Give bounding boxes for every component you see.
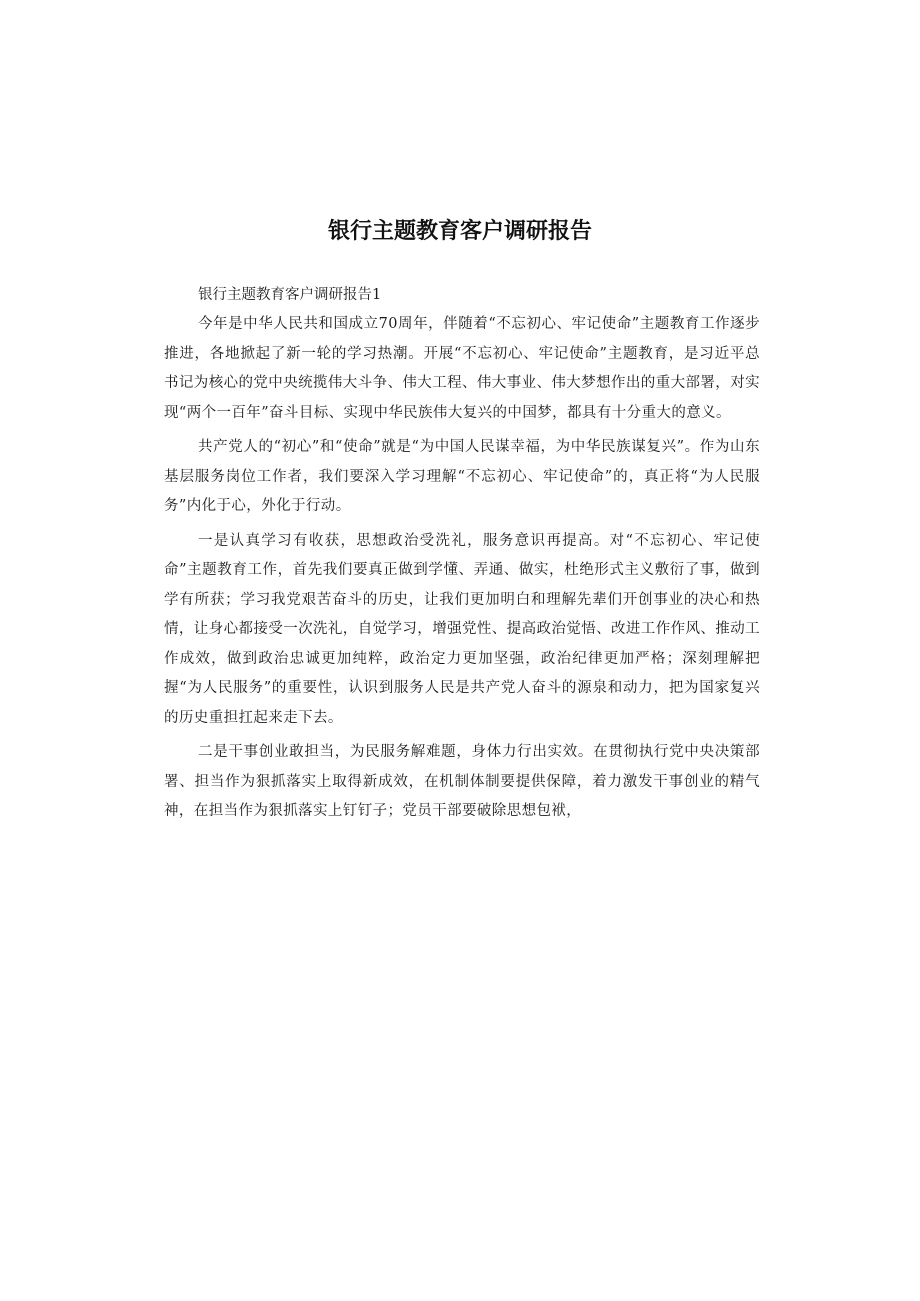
document-title: 银行主题教育客户调研报告 [327, 219, 592, 244]
document-subtitle: 银行主题教育客户调研报告1 [198, 287, 382, 303]
paragraph-4: 二是干事创业敢担当，为民服务解难题，身体力行出实效。在贯彻执行党中央决策部署、担当作为狠抓落实上取得新成效，在机制体制要提供保障，着力激发干事创业的精气神，在担当作为狠抓落实上钉钉子；党员干部要破除思想包袱， [164, 744, 760, 819]
paragraph-2: 共产党人的“初心”和“使命”就是“为中国人民谋幸福，为中华民族谋复兴”。作为山东基层服务岗位工作者，我们要深入学习理解“不忘初心、牢记使命”的，真正将“为人民服务”内化于心，外化于行动。 [164, 439, 760, 514]
document-body [164, 280, 760, 832]
paragraph-3: 一是认真学习有收获，思想政治受洗礼，服务意识再提高。对“不忘初心、牢记使命”主题教育工作，首先我们要真正做到学懂、弄通、做实，杜绝形式主义敷衍了事，做到学有所获；学习我党艰苦奋斗的历史，让我们更加明白和理解先辈们开创事业的决心和热情，让身心都接受一次洗礼，自觉学习，增强党性、提高政治觉悟、改进工作作风、推动工作成效，做到政治忠诚更加纯粹，政治定力更加坚强，政治纪律更加严格；深刻理解把握“为人民服务”的重要性，认识到服务人民是共产党人奋斗的源泉和动力，把为国家复兴的历史重担扛起来走下去。 [164, 532, 760, 726]
paragraph-1: 今年是中华人民共和国成立70周年，伴随着“不忘初心、牢记使命”主题教育工作逐步推进，各地掀起了新一轮的学习热潮。开展“不忘初心、牢记使命”主题教育，是习近平总书记为核心的党中央统揽伟大斗争、伟大工程、伟大事业、伟大梦想作出的重大部署，对实现“两个一百年”奋斗目标、实现中华民族伟大复兴的中国梦，都具有十分重大的意义。 [164, 316, 760, 421]
